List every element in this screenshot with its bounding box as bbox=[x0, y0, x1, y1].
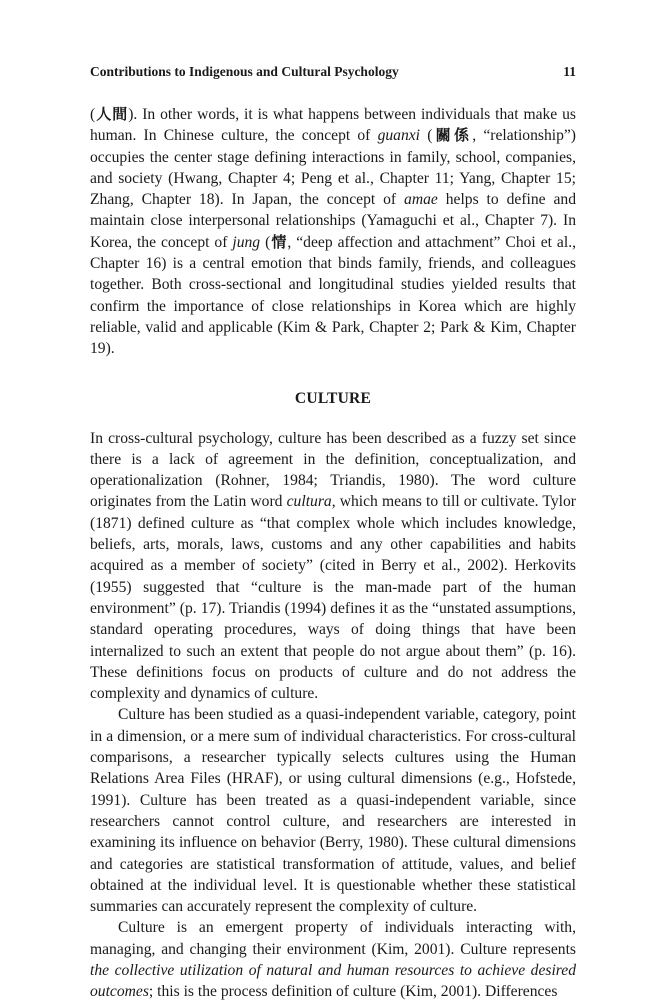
text-span: ( bbox=[420, 127, 433, 145]
paragraph-culture-emergent bbox=[90, 917, 576, 1002]
running-head bbox=[90, 62, 576, 82]
text-span: helps to define and maintain close interpersonal relationships (Yamaguchi et al., Chapter 7). In Korea, the concept of bbox=[90, 191, 576, 251]
text-span: ( bbox=[260, 233, 271, 251]
term-guanxi: guanxi bbox=[377, 127, 421, 145]
paragraph-relationships bbox=[90, 104, 576, 360]
cjk-term-ingan: 人間 bbox=[95, 105, 129, 123]
page-number: 11 bbox=[563, 64, 576, 79]
text-span: ( bbox=[90, 106, 96, 123]
section-heading-culture: CULTURE bbox=[294, 389, 372, 407]
text-span: Culture is an emergent property of individuals interacting with, managing, and changing their environment (Kim, 2001). Culture represents bbox=[90, 919, 576, 958]
text-span: In cross-cultural psychology, culture has been described as a fuzzy set since there is a lack of agreement in the definition, conceptualization, and operationalization (Rohner, 1984; Triandis, 1980). The word culture originates from the Latin word bbox=[90, 429, 576, 511]
emphasis-process-definition: the collective utilization of natural and human resources to achieve desired outcomes bbox=[90, 961, 576, 1001]
text-span: , which means to till or cultivate. Tylor (1871) defined culture as “that complex whole which includes knowledge, beliefs, arts, morals, laws, customs and any other capabilities and habits acquired as a member of society” (cited in Berry et al., 2002). Herkovits (1955) suggested that “culture is the man-made part of the human environment” (p. 17). Triandis (1994) defines it as the “unstated assumptions, standard operating procedures, ways of doing things that have been internalized to such an extent that people do not argue about them” (p. 16). These definitions focus on products of culture and do not address the complexity and dynamics of culture. bbox=[90, 493, 576, 703]
paragraph-culture-studied: Culture has been studied as a quasi-independent variable, category, point in a dimension, or a mere sum of individual characteristics. For cross-cultural comparisons, a researcher typically selects cultures using the Human Relations Area Files (HRAF), or using cultural dimensions (e.g., Hofstede, 1991). Culture has been treated as a quasi-independent variable, since researchers cannot control culture, and researchers are interested in examining its influence on behavior (Berry, 1980). These cultural dimensions and categories are statistical transformation of attitude, values, and belief obtained at the individual level. It is questionable whether these statistical summaries can accurately represent the complexity of culture. bbox=[90, 706, 576, 916]
term-jung: jung bbox=[232, 233, 261, 251]
text-span: , “relationship”) occupies the center stage defining interactions in family, school, companies, and society (Hwang, Chapter 4; Peng et al., Chapter 11; Yang, Chapter 15; Zhang, Chapter 18). In Japan, the concept of bbox=[90, 127, 576, 209]
text-span: ). In other words, it is what happens between individuals that make us human. In Chinese culture, the concept of bbox=[90, 106, 576, 145]
running-title: Contributions to Indigenous and Cultural Psychology bbox=[90, 64, 399, 79]
text-span: , “deep affection and attachment” Choi et al., Chapter 16) is a central emotion that binds family, friends, and colleagues together. Both cross-sectional and longitudinal studies yielded results that confirm the importance of close relationships in Korea which are highly reliable, valid and applicable (Kim & Park, Chapter 2; Park & Kim, Chapter 19). bbox=[90, 233, 576, 358]
cjk-term-guanxi: 關係 bbox=[432, 126, 473, 145]
term-cultura: cultura bbox=[286, 493, 332, 511]
term-amae: amae bbox=[404, 191, 438, 209]
paragraph-culture-definitions bbox=[90, 428, 576, 705]
book-page bbox=[90, 62, 576, 1003]
text-span: ; this is the process definition of culture (Kim, 2001). Differences bbox=[148, 983, 558, 1001]
cjk-term-jung: 情 bbox=[270, 232, 288, 251]
